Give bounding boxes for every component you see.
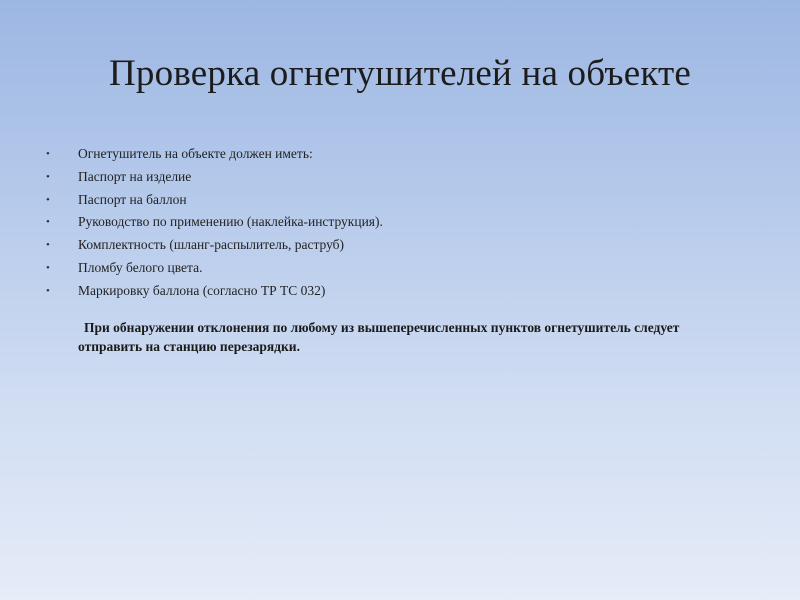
list-item [46,280,383,303]
bullet-text: Паспорт на баллон [78,191,187,207]
list-item [46,166,383,189]
list-item [46,234,383,257]
bullet-icon: • [46,261,50,274]
slide-title: Проверка огнетушителей на объекте [109,53,691,94]
bullet-icon: • [46,193,50,206]
bullet-icon: • [46,239,50,252]
bullet-text: Огнетушитель на объекте должен иметь: [78,146,313,161]
bullet-text: Пломбу белого цвета. [78,259,203,275]
list-item [46,211,383,234]
bullet-icon: • [46,148,50,160]
list-item [46,143,383,166]
bullet-text: Маркировку баллона (согласно ТР ТС 032) [78,282,326,298]
bullet-text: Руководство по применению (наклейка-инструкция). [78,214,383,230]
note-paragraph: При обнаружении отклонения по любому из вышеперечисленных пунктов огнетушитель следует отправить на станцию перезарядки. [78,320,680,354]
bullet-text: Комплектность (шланг-распылитель, раструб) [78,237,345,253]
list-item [46,257,383,280]
bullet-icon: • [46,170,50,183]
bullet-icon: • [46,216,50,229]
bullet-icon: • [46,284,50,297]
bullet-list [46,143,383,303]
list-item [46,189,383,212]
bullet-text: Паспорт на изделие [78,168,192,184]
